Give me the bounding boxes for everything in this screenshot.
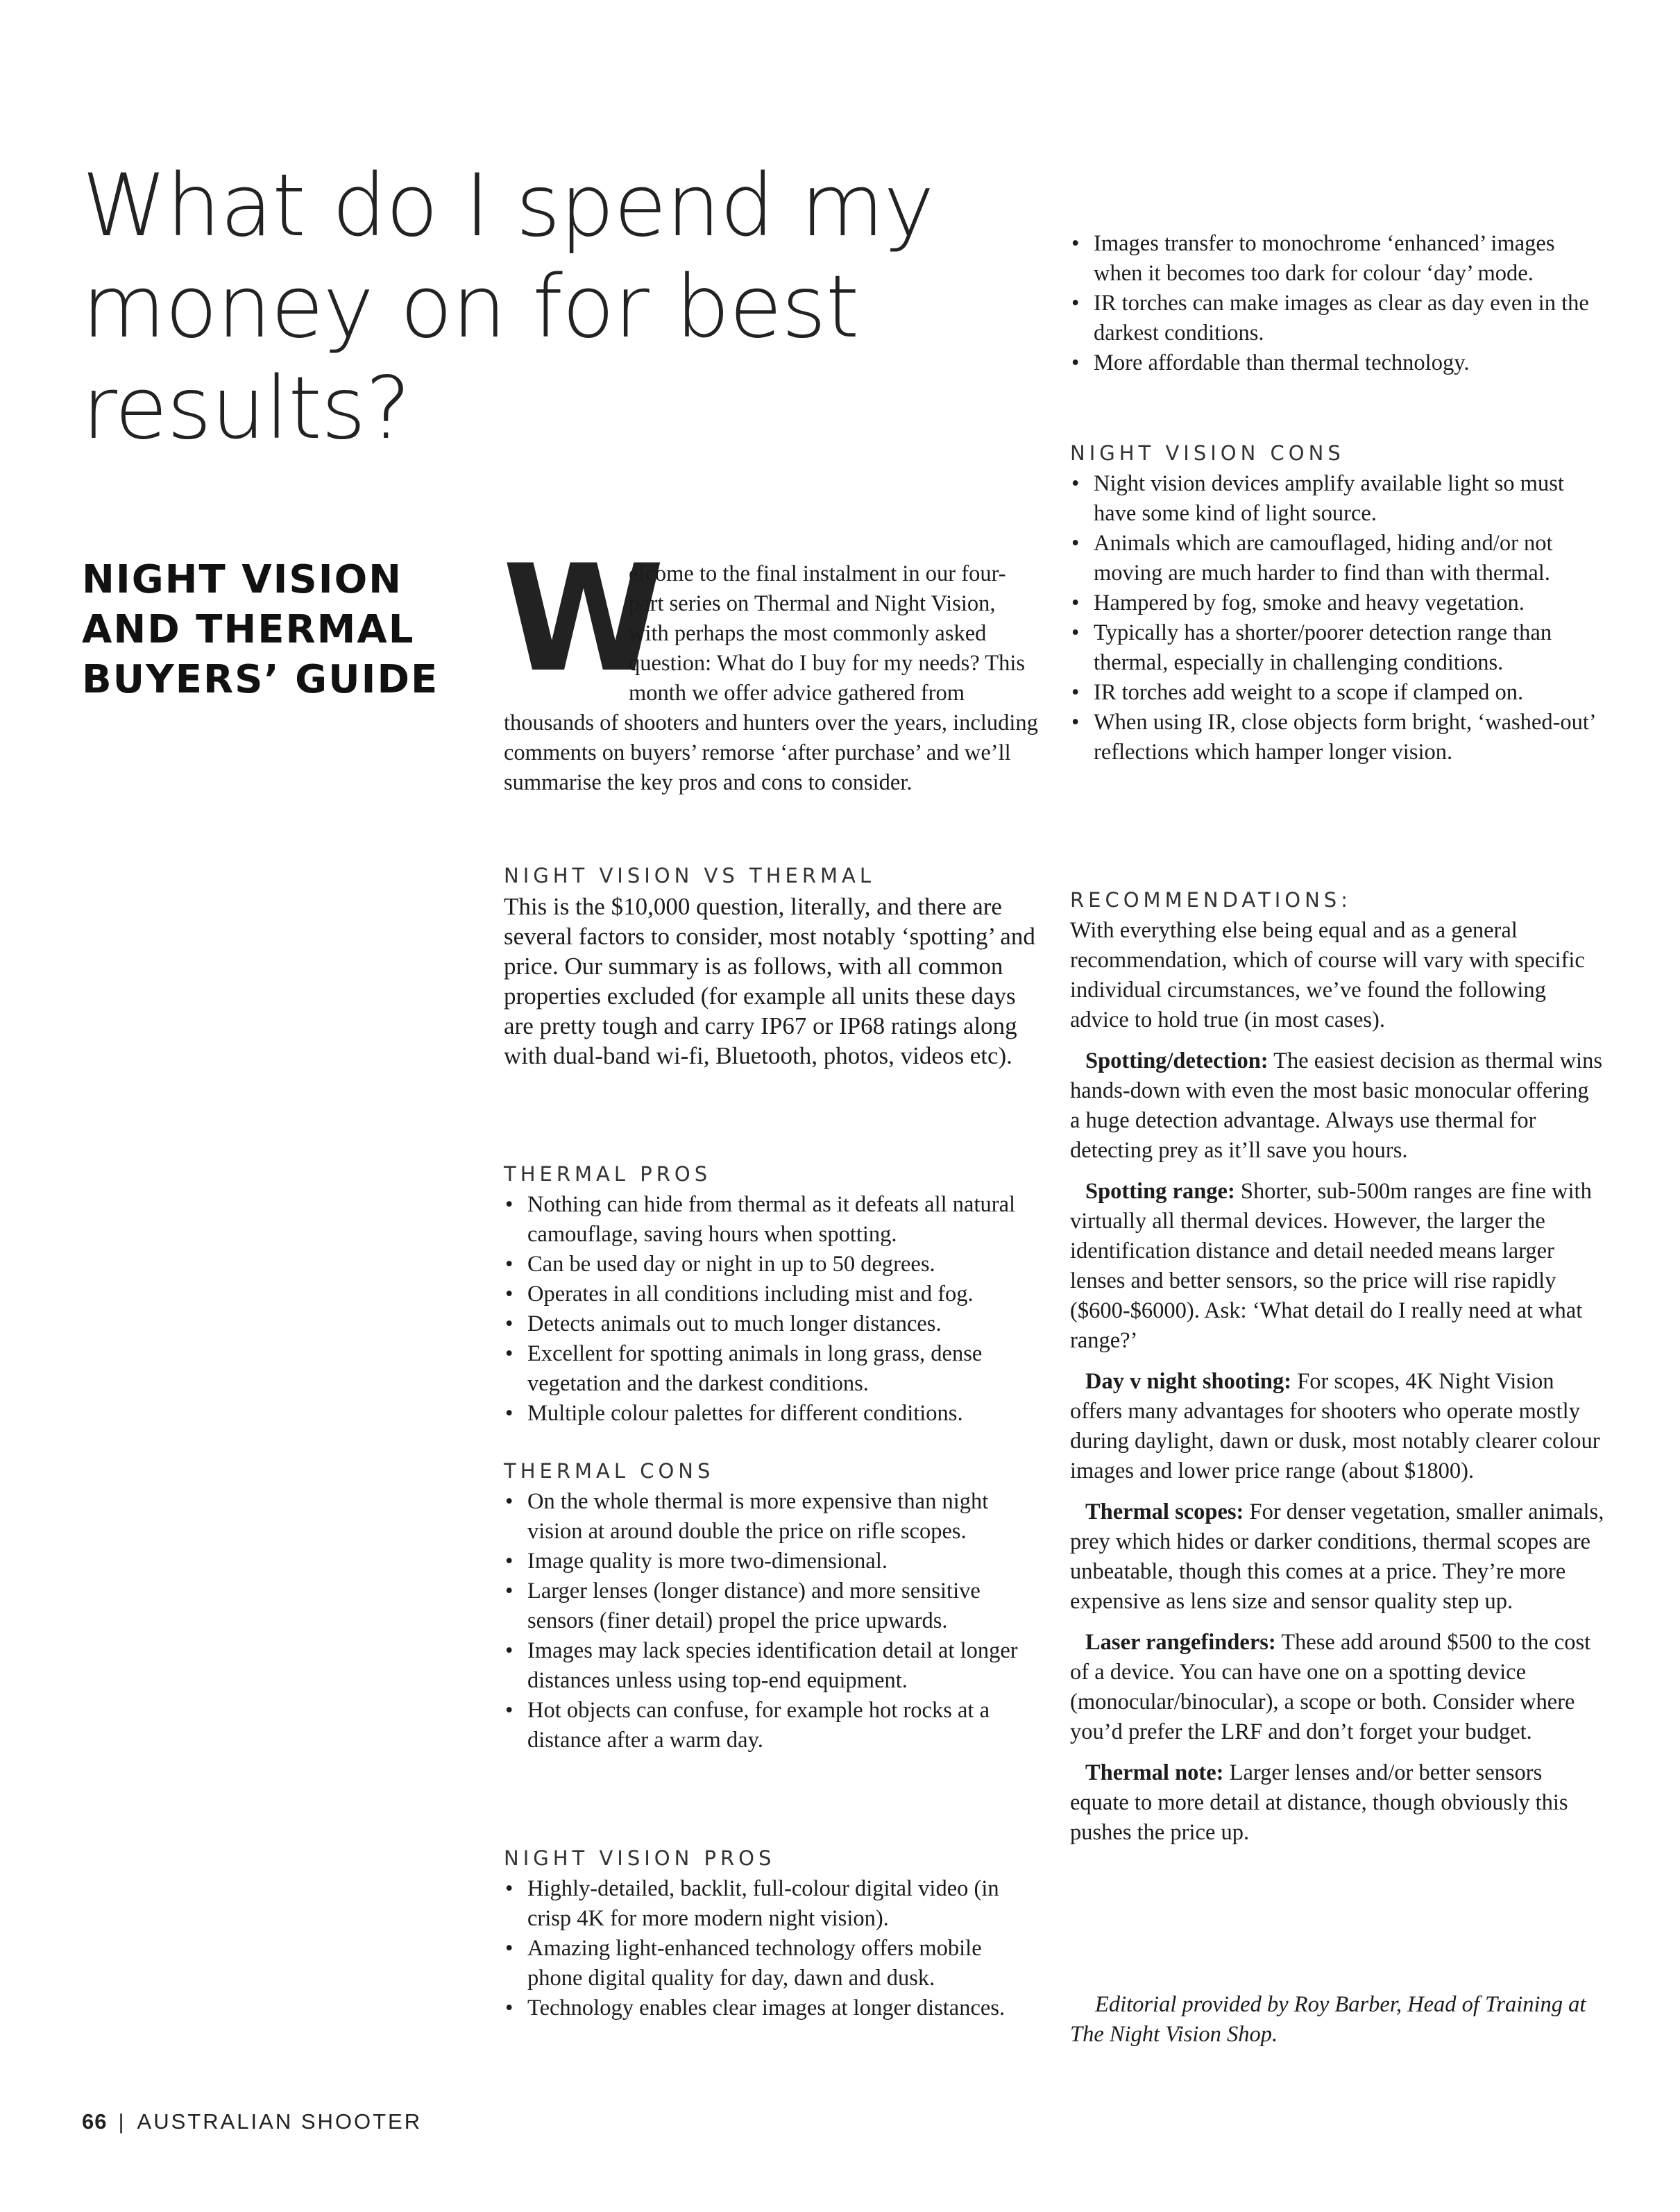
recommendation-title: Day v night shooting:	[1085, 1369, 1292, 1394]
recommendation-item	[1070, 1177, 1604, 1356]
list-item: • Highly-detailed, backlit, full-colour digital video (in crisp 4K for more modern night vision).	[504, 1874, 1038, 1934]
list-item: • Image quality is more two-dimensional.	[504, 1547, 1038, 1576]
section-label: THERMAL CONS	[504, 1459, 715, 1483]
list-item: • Images may lack species identification detail at longer distances unless using top-end equipment.	[504, 1636, 1038, 1696]
magazine-name: AUSTRALIAN SHOOTER	[137, 2109, 423, 2134]
credit-text: Editorial provided by Roy Barber, Head of Training at The Night Vision Shop.	[1070, 1992, 1586, 2047]
list-item: • More affordable than thermal technology.	[1070, 348, 1604, 378]
bullet-list	[1070, 469, 1604, 767]
nv-pros-continued	[1070, 229, 1604, 378]
headline-line: What do I spend my	[82, 156, 934, 256]
list-item: • On the whole thermal is more expensive than night vision at around double the price on rifle scopes.	[504, 1487, 1038, 1547]
recommendation-title: Spotting range:	[1085, 1179, 1235, 1204]
editorial-credit	[1070, 1990, 1604, 2050]
recommendation-title: Thermal note:	[1085, 1760, 1224, 1785]
recommendation-text: Shorter, sub-500m ranges are fine with virtually all thermal devices. However, the larger the identification distance and detail needed means larger lenses and better sensors, so the price will rise rapidly ($600-$6000). Ask: ‘What detail do I really need at what range?’	[1070, 1179, 1592, 1353]
recommendation-title: Spotting/detection:	[1085, 1048, 1269, 1073]
nv-cons-section	[1070, 440, 1604, 767]
list-item: • Images transfer to monochrome ‘enhanced’ images when it becomes too dark for colour ‘day’ mode.	[1070, 229, 1604, 289]
drop-cap: W	[502, 533, 665, 704]
section-kicker	[82, 555, 470, 705]
recommendation-text: For denser vegetation, smaller animals, prey which hides or darker conditions, thermal scopes are unbeatable, though this comes at a price. They’re more expensive as lens size and sensor quality step up.	[1070, 1499, 1604, 1614]
section-label: NIGHT VISION VS THERMAL	[504, 864, 876, 887]
page-headline	[82, 155, 1005, 459]
recommendations-intro: With everything else being equal and as a general recommendation, which of course will vary with specific individual circumstances, we’ve found the following advice to hold true (in most cases).	[1070, 918, 1585, 1032]
list-item: • Multiple colour palettes for different conditions.	[504, 1399, 1038, 1429]
list-item: • When using IR, close objects form bright, ‘washed-out’ reflections which hamper longer vision.	[1070, 708, 1604, 767]
list-item: • Larger lenses (longer distance) and more sensitive sensors (finer detail) propel the price upwards.	[504, 1576, 1038, 1636]
bullet-list	[504, 1487, 1038, 1755]
nv-pros-section	[504, 1845, 1038, 2023]
kicker-line: BUYERS’ GUIDE	[82, 657, 439, 702]
recommendation-item	[1070, 1046, 1604, 1166]
recommendation-text: Larger lenses and/or better sensors equate to more detail at distance, though obviously this pushes the price up.	[1070, 1760, 1568, 1845]
kicker-line: AND THERMAL	[82, 607, 415, 652]
recommendation-item	[1070, 1628, 1604, 1747]
list-item: • Can be used day or night in up to 50 degrees.	[504, 1250, 1038, 1279]
list-item: • Excellent for spotting animals in long grass, dense vegetation and the darkest conditions.	[504, 1339, 1038, 1399]
recommendation-text: These add around $500 to the cost of a device. You can have one on a spotting device (monocular/binocular), a scope or both. Consider where you’d prefer the LRF and don’t forget your budget.	[1070, 1630, 1591, 1744]
thermal-pros-section	[504, 1161, 1038, 1429]
bullet-list	[504, 1190, 1038, 1429]
list-item: • IR torches can make images as clear as day even in the darkest conditions.	[1070, 289, 1604, 348]
list-item: • Night vision devices amplify available light so must have some kind of light source.	[1070, 469, 1604, 529]
headline-line: money on for best	[82, 257, 859, 357]
bullet-list	[1070, 229, 1604, 378]
bullet-list	[504, 1874, 1038, 2023]
list-item: • Hampered by fog, smoke and heavy vegetation.	[1070, 588, 1604, 618]
recommendations-section	[1070, 887, 1604, 1859]
list-item: • Operates in all conditions including mist and fog.	[504, 1279, 1038, 1309]
list-item: • IR torches add weight to a scope if clamped on.	[1070, 678, 1604, 708]
list-item: • Typically has a shorter/poorer detection range than thermal, especially in challenging conditions.	[1070, 618, 1604, 678]
thermal-cons-section	[504, 1458, 1038, 1755]
recommendation-title: Laser rangefinders:	[1085, 1630, 1276, 1655]
section-label: THERMAL PROS	[504, 1162, 712, 1186]
section-text: This is the $10,000 question, literally, and there are several factors to consider, most notably ‘spotting’ and price. Our summary is as follows, with all common properties excluded (for example all units these days are pretty tough and carry IP67 or IP68 ratings along with dual-band wi-fi, Bluetooth, photos, videos etc).	[504, 893, 1035, 1069]
nv-vs-thermal-section	[504, 862, 1038, 1071]
list-item: • Amazing light-enhanced technology offers mobile phone digital quality for day, dawn and dusk.	[504, 1934, 1038, 1993]
page-footer	[82, 2109, 422, 2134]
list-item: • Hot objects can confuse, for example hot rocks at a distance after a warm day.	[504, 1696, 1038, 1755]
recommendation-item	[1070, 1367, 1604, 1486]
recommendation-item	[1070, 1497, 1604, 1617]
list-item: • Animals which are camouflaged, hiding and/or not moving are much harder to find than with thermal.	[1070, 529, 1604, 588]
section-label: NIGHT VISION CONS	[1070, 441, 1345, 465]
recommendation-text: The easiest decision as thermal wins hands-down with even the most basic monocular offering a huge detection advantage. Always use thermal for detecting prey as it’ll save you hours.	[1070, 1048, 1602, 1163]
recommendation-text: For scopes, 4K Night Vision offers many advantages for shooters who operate mostly during daylight, dawn or dusk, most notably clearer colour images and lower price range (about $1800).	[1070, 1369, 1600, 1483]
list-item: • Detects animals out to much longer distances.	[504, 1309, 1038, 1339]
page-number: 66	[82, 2109, 108, 2134]
section-label: NIGHT VISION PROS	[504, 1846, 776, 1870]
intro-paragraph	[502, 533, 1038, 798]
kicker-line: NIGHT VISION	[82, 557, 403, 602]
list-item: • Nothing can hide from thermal as it defeats all natural camouflage, saving hours when spotting.	[504, 1190, 1038, 1250]
intro-text: elcome to the final instalment in our four-part series on Thermal and Night Vision, with perhaps the most commonly asked question: What do I buy for my needs? This month we offer advice gathered from thousands of shooters and hunters over the years, including comments on buyers’ remorse ‘after purchase’ and we’ll summarise the key pros and cons to consider.	[504, 561, 1038, 795]
headline-line: results?	[82, 359, 411, 459]
recommendation-item	[1070, 1758, 1604, 1848]
footer-separator: |	[118, 2109, 126, 2134]
list-item: • Technology enables clear images at longer distances.	[504, 1993, 1038, 2023]
section-label: RECOMMENDATIONS:	[1070, 888, 1352, 912]
recommendation-title: Thermal scopes:	[1085, 1499, 1244, 1524]
